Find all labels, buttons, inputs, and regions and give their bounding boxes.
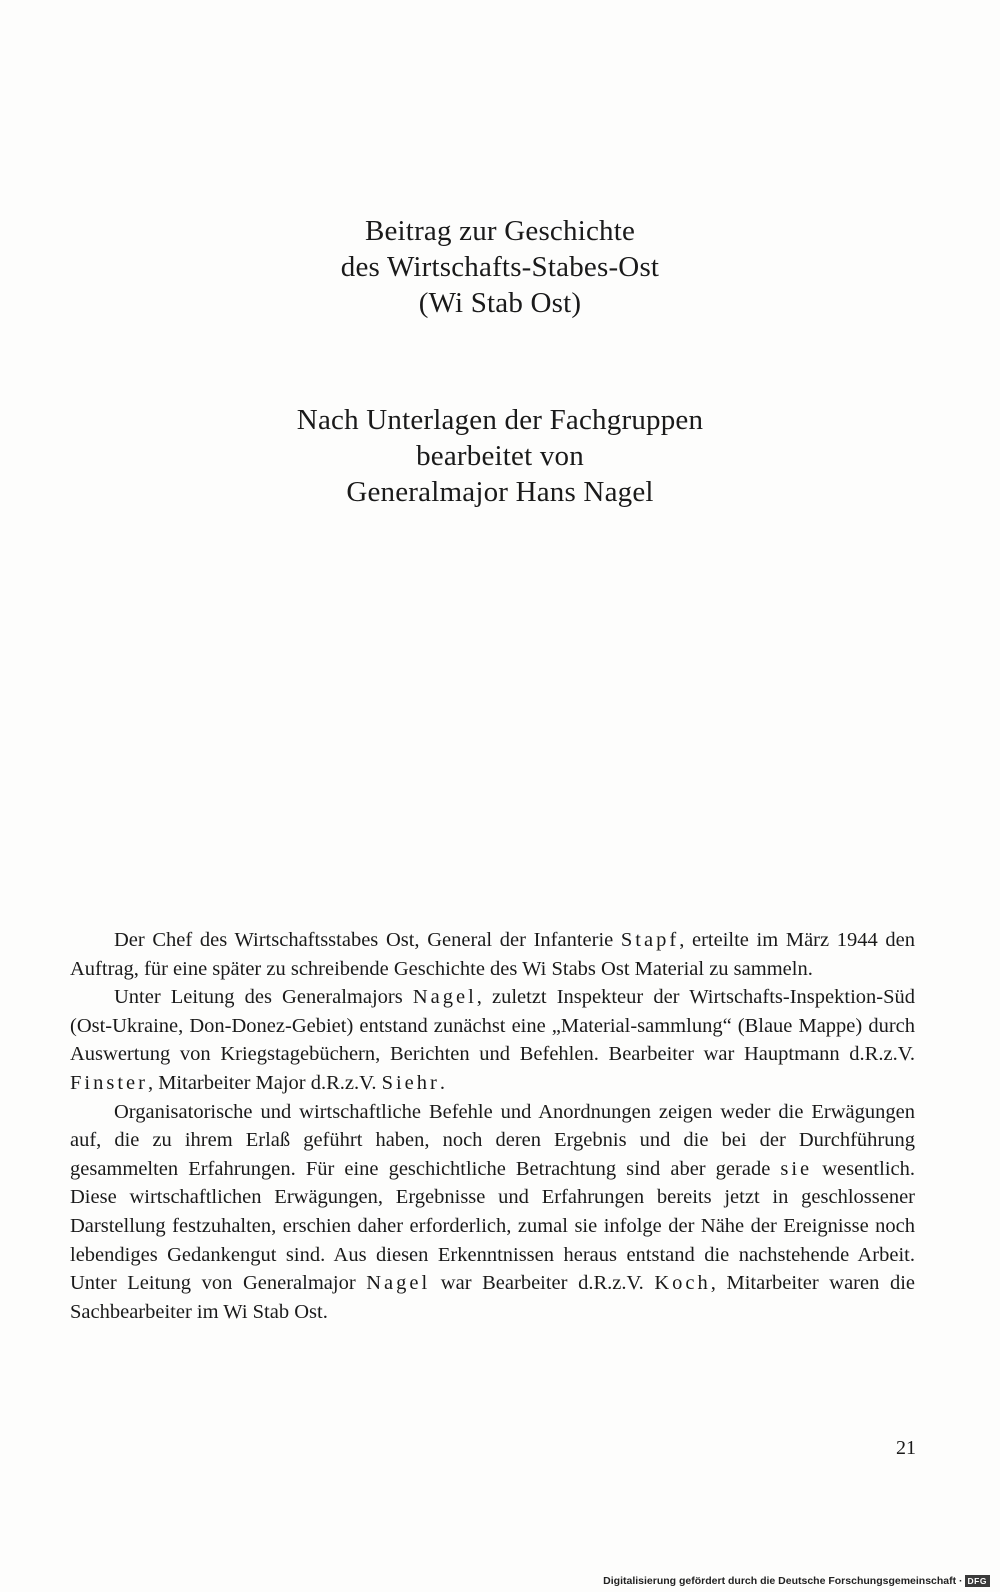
paragraph-1 [70, 926, 915, 983]
title-line-3: (Wi Stab Ost) [418, 287, 582, 319]
paragraph-3-text-a: Organisatorische und wirtschaftliche Befehle und Anordnungen zeigen weder die Erwägungen auf, die zu ihrem Erlaß geführt haben, noch deren Ergebnis und die bei der Durchführung gesammelten Erfahrungen. Für eine geschichtliche Betrachtung sind aber gerade [70, 1100, 915, 1180]
dfg-logo-icon: DFG [965, 1575, 990, 1587]
paragraph-3 [70, 1098, 915, 1327]
person-name-siehr: Siehr [381, 1071, 440, 1094]
paragraph-3-text-c: war Bearbeiter d.R.z.V. [430, 1272, 655, 1295]
page-subtitle [0, 402, 1000, 510]
page-title [0, 213, 1000, 321]
subtitle-line-3: Generalmajor Hans Nagel [346, 476, 654, 508]
subtitle-line-1: Nach Unterlagen der Fachgruppen [296, 404, 704, 436]
person-name-nagel-2: Nagel [366, 1272, 431, 1295]
page-number: 21 [896, 1437, 916, 1459]
paragraph-2-text-b: , zuletzt Inspekteur der Wirtschafts-Inspektion-Süd (Ost-Ukraine, Don-Donez-Gebiet) entstand zunächst eine „Material-sammlung“ (Blaue Mappe) durch Auswertung von Kriegstagebüchern, Berichten und Befehlen. Bearbeiter war Hauptmann d.R.z.V. [70, 986, 915, 1066]
person-name-stapf: Stapf [620, 929, 680, 951]
subtitle-line-2: bearbeitet von [416, 440, 584, 472]
paragraph-2-text-a: Unter Leitung des Generalmajors [114, 986, 413, 1009]
body-text [70, 926, 915, 1326]
paragraph-2 [70, 983, 915, 1097]
footer-text: Digitalisierung gefördert durch die Deutsche Forschungsgemeinschaft · [603, 1575, 963, 1587]
paragraph-1-text-a: Der Chef des Wirtschaftsstabes Ost, General der Infanterie [114, 929, 621, 951]
paragraph-1-text-b: , erteilte im März 1944 den Auftrag, für eine später zu schreibende Geschichte des Wi Stabs Ost Material zu sammeln. [70, 929, 916, 980]
paragraph-3-text-d: , Mitarbeiter waren die Sachbearbeiter im Wi Stab Ost. [70, 1272, 915, 1323]
person-name-finster: Finster [70, 1071, 148, 1094]
digitization-footer [560, 1575, 990, 1587]
emphasis-sie: sie [780, 1157, 813, 1180]
paragraph-3-text-b: wesentlich. Diese wirtschaftlichen Erwägungen, Ergebnisse und Erfahrungen bereits jetzt in geschlossener Darstellung festzuhalten, erschien daher erforderlich, zumal sie infolge der Nähe der Ereignisse noch lebendiges Gedankengut sind. Aus diesen Erkenntnissen heraus entstand die nachstehende Arbeit. Unter Leitung von Generalmajor [70, 1157, 915, 1295]
paragraph-2-text-c: , Mitarbeiter Major d.R.z.V. [147, 1071, 382, 1094]
title-line-1: Beitrag zur Geschichte [364, 215, 636, 247]
person-name-nagel: Nagel [412, 986, 477, 1009]
title-line-2: des Wirtschafts-Stabes-Ost [340, 251, 660, 283]
paragraph-2-text-d: . [439, 1071, 445, 1094]
person-name-koch: Koch [654, 1272, 711, 1295]
